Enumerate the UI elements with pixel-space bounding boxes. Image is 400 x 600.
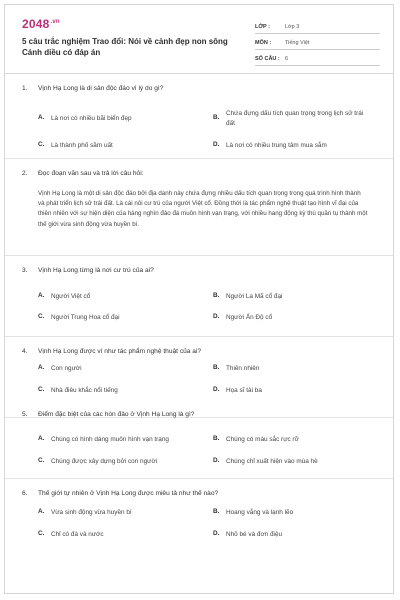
question-text xyxy=(22,348,201,355)
option-a[interactable] xyxy=(38,292,198,304)
meta-label: LỚP : xyxy=(255,24,270,30)
option-key: C. xyxy=(38,141,45,148)
site-logo[interactable] xyxy=(22,17,60,31)
option-text: Là nơi có nhiều bãi biển đẹp xyxy=(51,115,132,122)
question-prompt: Thế giới tự nhiên ở Vịnh Hạ Long được miêu tả như thế nào? xyxy=(38,490,219,497)
worksheet-meta xyxy=(255,21,380,69)
option-c[interactable] xyxy=(38,386,198,398)
meta-row-subject xyxy=(255,37,380,50)
option-text: Người Ấn Độ cổ xyxy=(226,314,273,321)
meta-value: Lớp 3 xyxy=(285,24,300,30)
option-d[interactable] xyxy=(213,386,373,398)
meta-value: 6 xyxy=(285,56,289,62)
option-text: Chỉ có đá và nước xyxy=(51,531,104,538)
question-prompt: Vịnh Hạ Long được ví như tác phẩm nghệ thuật của ai? xyxy=(38,348,202,355)
option-b[interactable] xyxy=(213,364,373,376)
option-text: Chúng được xây dựng bởi con người xyxy=(51,458,158,465)
option-b[interactable] xyxy=(213,508,373,520)
question-prompt: Điểm đặc biệt của các hòn đảo ở Vịnh Hạ Long là gì? xyxy=(38,411,195,418)
question-number: 4. xyxy=(22,348,28,355)
option-key: B. xyxy=(213,435,220,442)
option-b[interactable] xyxy=(213,435,373,447)
question-number: 1. xyxy=(22,85,28,92)
meta-row-grade xyxy=(255,21,380,34)
option-b[interactable] xyxy=(213,292,373,304)
option-key: A. xyxy=(38,114,45,121)
option-d[interactable] xyxy=(213,313,373,325)
question-1 xyxy=(5,74,393,159)
option-c[interactable] xyxy=(38,530,198,542)
option-key: C. xyxy=(38,530,45,537)
option-text: Thiên nhiên xyxy=(226,365,260,372)
option-text: Chúng có hình dáng muôn hình vạn trạng xyxy=(51,436,169,443)
option-text: Người Việt cổ xyxy=(51,293,91,300)
option-b[interactable] xyxy=(213,109,373,131)
question-3 xyxy=(5,256,393,337)
option-text: Con người xyxy=(51,365,82,372)
option-text: Nhỏ bé và đơn điệu xyxy=(226,531,283,538)
option-text: Hoang vắng và lạnh lẽo xyxy=(226,509,294,516)
meta-value: Tiếng Việt xyxy=(285,40,310,46)
option-text: Là nơi có nhiều trung tâm mua sắm xyxy=(226,142,327,149)
meta-label: MÔN : xyxy=(255,40,272,46)
worksheet-header xyxy=(22,17,382,65)
question-number: 6. xyxy=(22,490,28,497)
option-d[interactable] xyxy=(213,530,373,542)
option-key: D. xyxy=(213,457,220,464)
option-c[interactable] xyxy=(38,457,208,469)
worksheet-page xyxy=(4,4,394,594)
option-d[interactable] xyxy=(213,457,373,469)
option-key: A. xyxy=(38,435,45,442)
option-text: Là thành phố sầm uất xyxy=(51,142,113,149)
option-key: D. xyxy=(213,386,220,393)
question-2 xyxy=(5,159,393,256)
option-text: Chúng chỉ xuất hiện vào mùa hè xyxy=(226,458,318,465)
option-key: A. xyxy=(38,364,45,371)
option-a[interactable] xyxy=(38,435,208,447)
question-number: 5. xyxy=(22,411,28,418)
reading-passage: Vịnh Hạ Long là một di sản độc đáo bởi địa danh này chứa đựng nhiều dấu tích quan trọng trong quá trình hình thành và phát triển lịch sử trái đất. Là cái nôi cư trú của người Việt cổ. Đồng thời là tác phẩm nghệ thuật tạo hình vĩ đại của thiên nhiên với sự hiện diện của hàng nghìn đảo đá muôn hình vạn trạng, với nhiều hang động kỳ thú quần tụ thành một thế giới vừa sinh động vừa huyền bí. xyxy=(38,190,368,228)
option-key: D. xyxy=(213,313,220,320)
option-key: B. xyxy=(213,364,220,371)
option-key: D. xyxy=(213,141,220,148)
question-5 xyxy=(5,400,393,479)
option-a[interactable] xyxy=(38,364,198,376)
worksheet-title: 5 câu trắc nghiệm Trao đổi: Nói về cảnh đẹp non sông Cánh diều có đáp án xyxy=(22,37,228,57)
option-c[interactable] xyxy=(38,313,198,325)
option-a[interactable] xyxy=(38,114,198,126)
question-prompt: Đọc đoạn văn sau và trả lời câu hỏi: xyxy=(38,170,144,177)
option-a[interactable] xyxy=(38,508,198,520)
option-key: A. xyxy=(38,508,45,515)
option-key: B. xyxy=(213,114,220,121)
question-prompt: Vịnh Hạ Long là di sản độc đáo vì lý do gì? xyxy=(38,85,164,92)
meta-label: SỐ CÂU : xyxy=(255,56,280,62)
question-text xyxy=(22,411,194,418)
option-text: Người Trung Hoa cổ đại xyxy=(51,314,120,321)
option-d[interactable] xyxy=(213,141,373,153)
option-key: C. xyxy=(38,386,45,393)
question-text xyxy=(22,85,163,92)
option-text: Người La Mã cổ đại xyxy=(226,293,283,300)
question-6 xyxy=(5,479,393,549)
question-number: 2. xyxy=(22,170,28,177)
option-key: B. xyxy=(213,508,220,515)
option-key: A. xyxy=(38,292,45,299)
option-text: Họa sĩ tài ba xyxy=(226,387,262,394)
question-prompt: Vịnh Hạ Long từng là nơi cư trú của ai? xyxy=(38,267,154,274)
question-text xyxy=(22,170,144,177)
option-text: Vừa sinh động vừa huyền bí xyxy=(51,509,132,516)
option-key: C. xyxy=(38,313,45,320)
option-key: D. xyxy=(213,530,220,537)
option-key: B. xyxy=(213,292,220,299)
question-number: 3. xyxy=(22,267,28,274)
meta-row-count xyxy=(255,53,380,66)
option-text: Chúng có màu sắc rực rỡ xyxy=(226,436,299,443)
question-text xyxy=(22,267,154,274)
option-text: Chứa đựng dấu tích quan trọng trong lịch sử trái đất xyxy=(226,110,364,127)
logo-suffix: .vn xyxy=(50,19,60,25)
logo-main: 2048 xyxy=(22,17,50,31)
option-text: Nhà điêu khắc nổi tiếng xyxy=(51,387,118,394)
option-c[interactable] xyxy=(38,141,198,153)
question-text xyxy=(22,490,218,497)
option-key: C. xyxy=(38,457,45,464)
